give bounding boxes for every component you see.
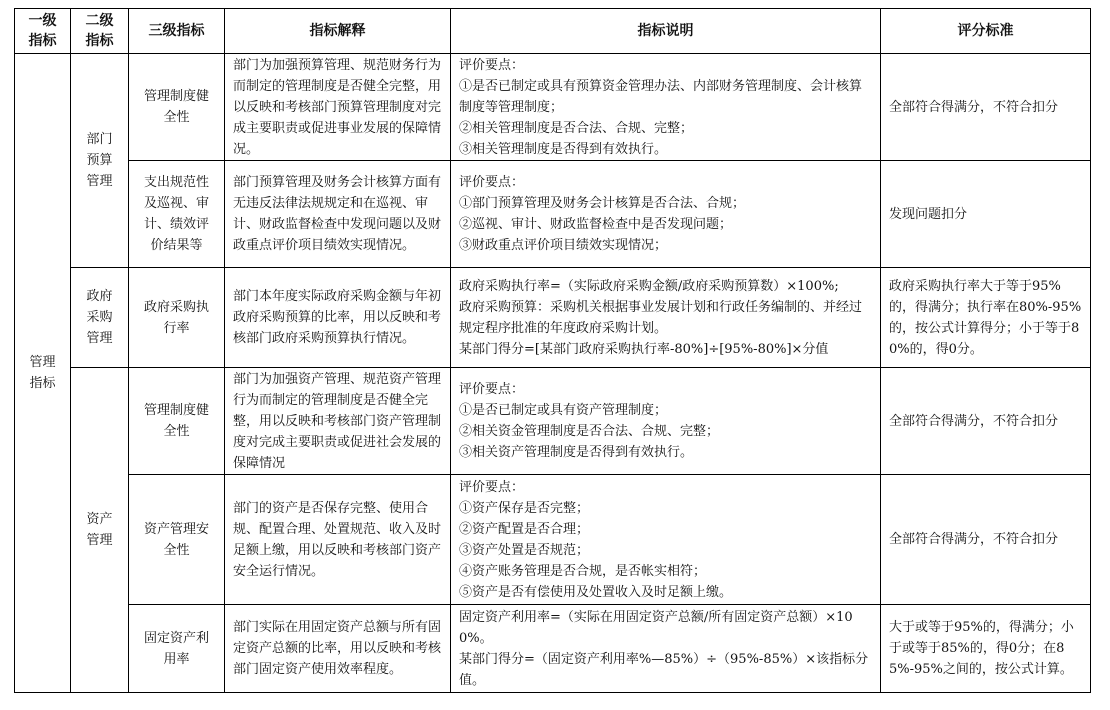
scoring-cell: 全部符合得满分，不符合扣分 xyxy=(881,368,1091,475)
indicator-table xyxy=(14,8,1091,693)
scoring-cell: 全部符合得满分，不符合扣分 xyxy=(881,475,1091,605)
explanation-cell: 部门为加强资产管理、规范资产管理行为而制定的管理制度是否健全完整，用以反映和考核部门资产管理制度对完成主要职责或促进社会发展的保障情况 xyxy=(225,368,451,475)
level3-cell: 管理制度健 全性 xyxy=(129,368,225,475)
description-cell: 固定资产利用率=（实际在用固定资产总额/所有固定资产总额）×100%。 某部门得分=（固定资产利用率%—85%）÷（95%-85%）×该指标分值。 xyxy=(451,605,881,693)
table-row xyxy=(15,54,1091,161)
description-cell: 评价要点： ①资产保存是否完整； ②资产配置是否合理； ③资产处置是否规范； ④资产账务管理是否合规，是否帐实相符； ⑤资产是否有偿使用及处置收入及时足额上缴。 xyxy=(451,475,881,605)
table-row xyxy=(15,475,1091,605)
level3-cell: 固定资产利 用率 xyxy=(129,605,225,693)
header-row xyxy=(15,9,1091,54)
explanation-cell: 部门的资产是否保存完整、使用合规、配置合理、处置规范、收入及时足额上缴，用以反映和考核部门资产安全运行情况。 xyxy=(225,475,451,605)
scoring-cell: 大于或等于95%的，得满分；小于或等于85%的，得0分；在85%-95%之间的，按公式计算。 xyxy=(881,605,1091,693)
explanation-cell: 部门预算管理及财务会计核算方面有无违反法律法规规定和在巡视、审计、财政监督检查中发现问题以及财政重点评价项目绩效实现情况。 xyxy=(225,161,451,268)
level3-cell: 资产管理安 全性 xyxy=(129,475,225,605)
level2-budget-cell: 部门 预算 管理 xyxy=(71,54,129,268)
level3-cell: 政府采购执 行率 xyxy=(129,268,225,368)
header-description: 指标说明 xyxy=(451,9,881,54)
table-row xyxy=(15,368,1091,475)
scoring-cell: 发现问题扣分 xyxy=(881,161,1091,268)
description-cell: 评价要点： ①是否已制定或具有预算资金管理办法、内部财务管理制度、会计核算制度等管理制度； ②相关管理制度是否合法、合规、完整； ③相关管理制度是否得到有效执行。 xyxy=(451,54,881,161)
description-cell: 评价要点： ①部门预算管理及财务会计核算是否合法、合规； ②巡视、审计、财政监督检查中是否发现问题； ③财政重点评价项目绩效实现情况； xyxy=(451,161,881,268)
table-row xyxy=(15,605,1091,693)
description-cell: 评价要点： ①是否已制定或具有资产管理制度； ②相关资金管理制度是否合法、合规、完整； ③相关资产管理制度是否得到有效执行。 xyxy=(451,368,881,475)
level1-cell: 管理 指标 xyxy=(15,54,71,693)
level3-cell: 支出规范性 及巡视、审 计、绩效评 价结果等 xyxy=(129,161,225,268)
header-level3: 三级指标 xyxy=(129,9,225,54)
header-level2: 二级 指标 xyxy=(71,9,129,54)
level3-cell: 管理制度健 全性 xyxy=(129,54,225,161)
explanation-cell: 部门本年度实际政府采购金额与年初政府采购预算的比率，用以反映和考核部门政府采购预算执行情况。 xyxy=(225,268,451,368)
table-row xyxy=(15,268,1091,368)
explanation-cell: 部门为加强预算管理、规范财务行为而制定的管理制度是否健全完整，用以反映和考核部门预算管理制度对完成主要职责或促进事业发展的保障情况。 xyxy=(225,54,451,161)
level2-procurement-cell: 政府 采购 管理 xyxy=(71,268,129,368)
scoring-cell: 政府采购执行率大于等于95%的，得满分；执行率在80%-95%的，按公式计算得分；小于等于80%的，得0分。 xyxy=(881,268,1091,368)
header-level1: 一级 指标 xyxy=(15,9,71,54)
table-row xyxy=(15,161,1091,268)
scoring-cell: 全部符合得满分，不符合扣分 xyxy=(881,54,1091,161)
header-explanation: 指标解释 xyxy=(225,9,451,54)
level2-asset-cell: 资产 管理 xyxy=(71,368,129,693)
description-cell: 政府采购执行率=（实际政府采购金额/政府采购预算数）×100%; 政府采购预算：采购机关根据事业发展计划和行政任务编制的、并经过规定程序批准的年度政府采购计划。 某部门得分=[某部门政府采购执行率-80%]÷[95%-80%]×分值 xyxy=(451,268,881,368)
explanation-cell: 部门实际在用固定资产总额与所有固定资产总额的比率，用以反映和考核部门固定资产使用效率程度。 xyxy=(225,605,451,693)
header-scoring: 评分标准 xyxy=(881,9,1091,54)
